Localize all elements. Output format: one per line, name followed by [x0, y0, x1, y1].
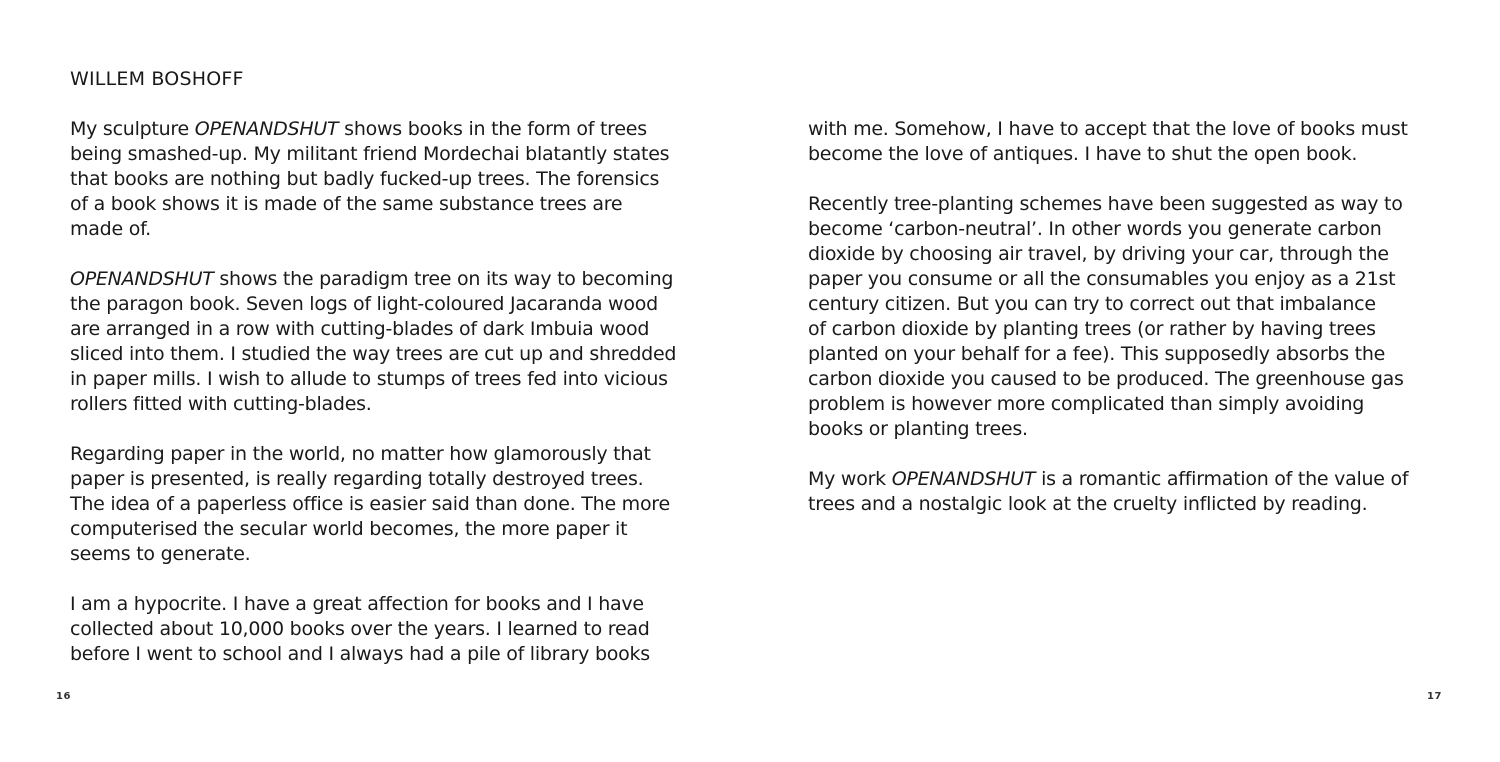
- text-line: [70, 617, 720, 642]
- text-line: [808, 467, 1468, 492]
- text-line: [808, 267, 1468, 292]
- text-run: the paragon book. Seven logs of light-coloured Jacaranda wood: [70, 293, 658, 315]
- text-run: paper you consume or all the consumables you enjoy as a 21st: [808, 268, 1396, 290]
- text-line: [70, 192, 720, 217]
- text-line: [70, 592, 720, 617]
- text-line: [70, 467, 720, 492]
- text-run: Regarding paper in the world, no matter how glamorously that: [70, 443, 651, 465]
- right-text-column: [808, 117, 1468, 542]
- text-run: of carbon dioxide by planting trees (or rather by having trees: [808, 318, 1376, 340]
- text-run: become ‘carbon-neutral’. In other words you generate carbon: [808, 218, 1382, 240]
- text-line: [808, 192, 1468, 217]
- text-line: [808, 492, 1468, 517]
- text-line: [808, 217, 1468, 242]
- left-text-column: [70, 117, 720, 692]
- body-paragraph: [808, 117, 1468, 167]
- text-line: [808, 242, 1468, 267]
- text-line: [808, 142, 1468, 167]
- text-run: seems to generate.: [70, 543, 251, 565]
- text-line: [808, 342, 1468, 367]
- body-paragraph: [70, 117, 720, 242]
- text-run: become the love of antiques. I have to shut the open book.: [808, 143, 1358, 165]
- text-run: books or planting trees.: [808, 418, 1028, 440]
- text-line: [70, 442, 720, 467]
- text-run: planted on your behalf for a fee). This supposedly absorbs the: [808, 343, 1386, 365]
- page-number-right: 17: [1427, 691, 1442, 702]
- text-line: [70, 517, 720, 542]
- text-run: dioxide by choosing air travel, by driving your car, through the: [808, 243, 1389, 265]
- text-run: trees and a nostalgic look at the cruelty inflicted by reading.: [808, 493, 1368, 515]
- text-line: [808, 367, 1468, 392]
- text-line: [70, 342, 720, 367]
- text-run: collected about 10,000 books over the years. I learned to read: [70, 618, 650, 640]
- text-run: sliced into them. I studied the way trees are cut up and shredded: [70, 343, 677, 365]
- body-paragraph: [70, 442, 720, 567]
- text-line: [70, 642, 720, 667]
- text-run: in paper mills. I wish to allude to stumps of trees fed into vicious: [70, 368, 668, 390]
- text-run: problem is however more complicated than simply avoiding: [808, 393, 1365, 415]
- body-paragraph: [70, 267, 720, 417]
- text-line: [808, 292, 1468, 317]
- text-line: [70, 542, 720, 567]
- text-run: that books are nothing but badly fucked-up trees. The forensics: [70, 168, 660, 190]
- body-paragraph: [808, 192, 1468, 442]
- text-line: [808, 417, 1468, 442]
- artwork-title: OPENANDSHUT: [70, 268, 214, 290]
- text-run: I am a hypocrite. I have a great affection for books and I have: [70, 593, 644, 615]
- text-line: [70, 292, 720, 317]
- page-number-left: 16: [56, 691, 71, 702]
- text-run: paper is presented, is really regarding totally destroyed trees.: [70, 468, 644, 490]
- text-run: is a romantic affirmation of the value of: [1035, 468, 1409, 490]
- text-line: [808, 117, 1468, 142]
- text-run: My work: [808, 468, 892, 490]
- text-run: before I went to school and I always had a pile of library books: [70, 643, 650, 665]
- text-line: [70, 392, 720, 417]
- text-run: century citizen. But you can try to correct out that imbalance: [808, 293, 1376, 315]
- text-line: [70, 267, 720, 292]
- text-run: The idea of a paperless office is easier said than done. The more: [70, 493, 670, 515]
- text-run: with me. Somehow, I have to accept that the love of books must: [808, 118, 1408, 140]
- text-line: [70, 167, 720, 192]
- text-line: [808, 317, 1468, 342]
- text-line: [70, 367, 720, 392]
- text-run: shows books in the form of trees: [338, 118, 647, 140]
- artwork-title: OPENANDSHUT: [891, 468, 1036, 490]
- right-page: [750, 0, 1500, 762]
- text-run: of a book shows it is made of the same substance trees are: [70, 193, 623, 215]
- body-paragraph: [70, 592, 720, 667]
- author-heading: WILLEM BOSHOFF: [70, 68, 244, 90]
- text-run: being smashed-up. My militant friend Mordechai blatantly states: [70, 143, 670, 165]
- text-run: carbon dioxide you caused to be produced. The greenhouse gas: [808, 368, 1404, 390]
- text-run: rollers fitted with cutting-blades.: [70, 393, 372, 415]
- text-line: [70, 492, 720, 517]
- text-run: My sculpture: [70, 118, 195, 140]
- text-run: Recently tree-planting schemes have been suggested as way to: [808, 193, 1403, 215]
- text-run: made of.: [70, 218, 151, 240]
- text-run: shows the paradigm tree on its way to becoming: [213, 268, 674, 290]
- text-line: [70, 142, 720, 167]
- text-line: [70, 217, 720, 242]
- text-line: [70, 317, 720, 342]
- text-line: [70, 117, 720, 142]
- artwork-title: OPENANDSHUT: [194, 118, 339, 140]
- text-run: are arranged in a row with cutting-blades of dark Imbuia wood: [70, 318, 650, 340]
- text-line: [808, 392, 1468, 417]
- text-run: computerised the secular world becomes, the more paper it: [70, 518, 628, 540]
- body-paragraph: [808, 467, 1468, 517]
